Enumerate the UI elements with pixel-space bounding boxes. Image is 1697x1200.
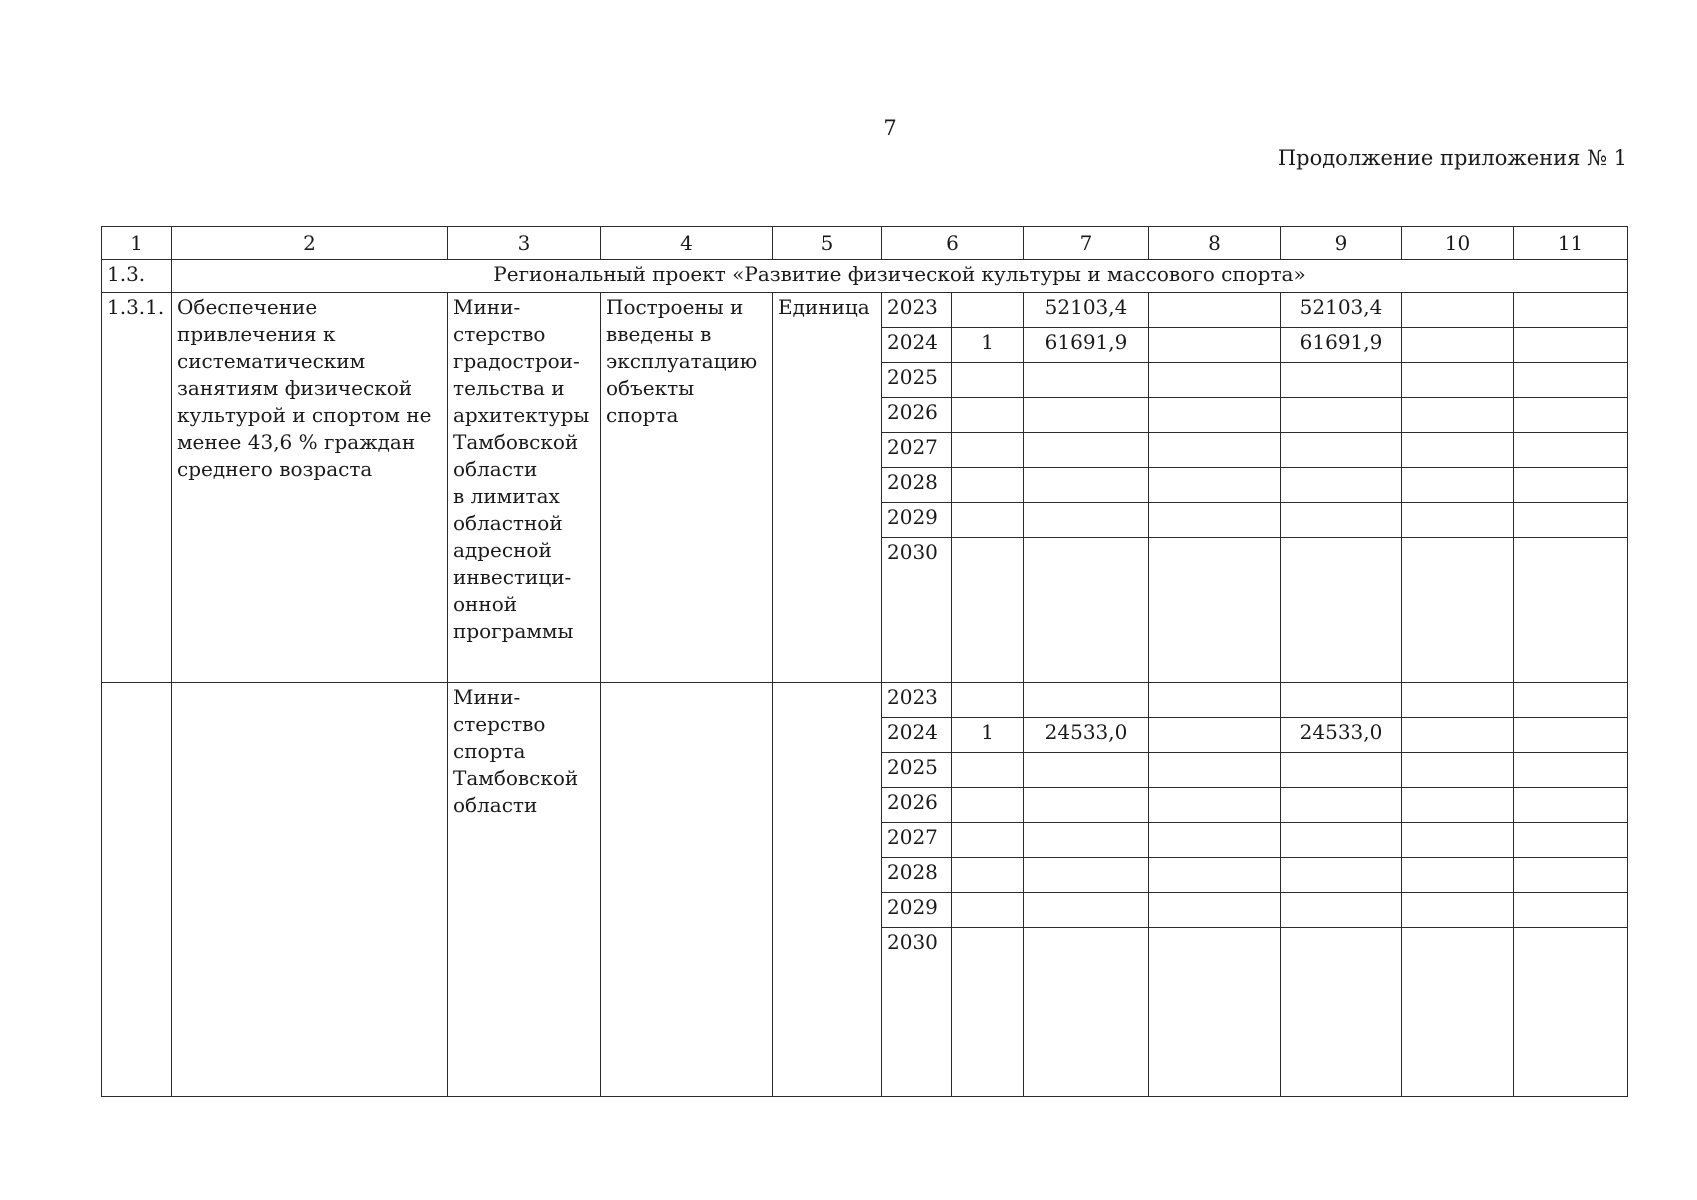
value-cell	[1149, 893, 1281, 928]
year-cell: 2027	[882, 433, 952, 468]
executor-line: областной	[453, 511, 563, 535]
value-cell	[952, 538, 1024, 683]
executor	[448, 293, 601, 683]
value-cell	[1149, 788, 1281, 823]
header-cell: 5	[773, 227, 882, 260]
value-cell	[1281, 823, 1402, 858]
executor-line: стерство	[453, 712, 546, 736]
executor-line: онной	[453, 592, 518, 616]
value-cell	[1024, 893, 1149, 928]
value-cell	[1402, 398, 1514, 433]
value-cell	[1514, 718, 1628, 753]
value-cell	[1024, 503, 1149, 538]
executor-line: градострои-	[453, 349, 580, 373]
year-cell: 2029	[882, 893, 952, 928]
value-cell	[1514, 363, 1628, 398]
value-cell	[1281, 398, 1402, 433]
value-cell	[952, 788, 1024, 823]
section-row	[102, 260, 1628, 293]
value-cell	[1281, 753, 1402, 788]
value-cell	[1402, 893, 1514, 928]
header-cell: 3	[448, 227, 601, 260]
value-cell	[952, 398, 1024, 433]
value-cell: 1	[952, 328, 1024, 363]
header-cell: 8	[1149, 227, 1281, 260]
value-cell	[1514, 468, 1628, 503]
value-cell	[1514, 893, 1628, 928]
value-cell	[952, 503, 1024, 538]
value-cell	[1149, 328, 1281, 363]
value-cell	[952, 893, 1024, 928]
header-cell: 11	[1514, 227, 1628, 260]
value-cell	[1024, 433, 1149, 468]
value-cell	[1402, 503, 1514, 538]
value-cell	[952, 433, 1024, 468]
item-code	[102, 683, 172, 1097]
value-cell	[1402, 328, 1514, 363]
section-code: 1.3.	[102, 260, 172, 293]
value-cell	[1281, 433, 1402, 468]
executor	[448, 683, 601, 1097]
value-cell	[1024, 928, 1149, 1097]
value-cell	[1149, 858, 1281, 893]
value-cell: 1	[952, 718, 1024, 753]
item-result: Построены и введены в эксплуатацию объекты спорта	[601, 293, 773, 683]
executor-line: тельства и	[453, 376, 565, 400]
value-cell	[1402, 433, 1514, 468]
value-cell	[1024, 468, 1149, 503]
value-cell	[1402, 823, 1514, 858]
value-cell	[1149, 503, 1281, 538]
value-cell	[1149, 293, 1281, 328]
value-cell	[1281, 928, 1402, 1097]
value-cell	[1149, 433, 1281, 468]
year-cell: 2024	[882, 328, 952, 363]
value-cell	[1024, 538, 1149, 683]
value-cell	[1149, 683, 1281, 718]
year-cell: 2026	[882, 788, 952, 823]
value-cell	[1514, 433, 1628, 468]
executor-line: в лимитах	[453, 484, 560, 508]
appendix-table	[101, 226, 1628, 1097]
value-cell: 24533,0	[1024, 718, 1149, 753]
value-cell	[1149, 398, 1281, 433]
item-unit: Единица	[773, 293, 882, 683]
year-cell: 2029	[882, 503, 952, 538]
value-cell	[1024, 363, 1149, 398]
value-cell: 52103,4	[1024, 293, 1149, 328]
value-cell	[1514, 823, 1628, 858]
value-cell	[1024, 398, 1149, 433]
year-cell: 2030	[882, 538, 952, 683]
value-cell	[1402, 928, 1514, 1097]
value-cell	[1514, 538, 1628, 683]
value-cell: 24533,0	[1281, 718, 1402, 753]
header-cell: 7	[1024, 227, 1149, 260]
value-cell	[1514, 788, 1628, 823]
value-cell	[1402, 788, 1514, 823]
year-cell: 2023	[882, 293, 952, 328]
value-cell	[1149, 363, 1281, 398]
value-cell: 61691,9	[1024, 328, 1149, 363]
value-cell	[1402, 683, 1514, 718]
executor-line: архитектуры	[453, 403, 590, 427]
value-cell	[1402, 753, 1514, 788]
year-cell: 2024	[882, 718, 952, 753]
header-cell: 4	[601, 227, 773, 260]
value-cell	[1514, 293, 1628, 328]
item-code: 1.3.1.	[102, 293, 172, 683]
year-cell: 2023	[882, 683, 952, 718]
value-cell	[1402, 468, 1514, 503]
value-cell	[1149, 468, 1281, 503]
header-cell: 9	[1281, 227, 1402, 260]
executor-line: адресной	[453, 538, 552, 562]
section-title: Региональный проект «Развитие физической культуры и массового спорта»	[172, 260, 1628, 293]
value-cell: 52103,4	[1281, 293, 1402, 328]
executor-line: Тамбовской	[453, 766, 579, 790]
value-cell	[1149, 753, 1281, 788]
year-cell: 2028	[882, 858, 952, 893]
value-cell	[1281, 788, 1402, 823]
executor-line: инвестици-	[453, 565, 572, 589]
page-number: 7	[883, 116, 897, 140]
value-cell	[1514, 858, 1628, 893]
value-cell	[1281, 503, 1402, 538]
year-cell: 2025	[882, 363, 952, 398]
value-cell	[1281, 893, 1402, 928]
value-cell	[1514, 683, 1628, 718]
value-cell	[1024, 858, 1149, 893]
value-cell	[1149, 718, 1281, 753]
value-cell	[1281, 683, 1402, 718]
value-cell	[1281, 468, 1402, 503]
value-cell	[1281, 858, 1402, 893]
value-cell	[952, 683, 1024, 718]
value-cell	[952, 823, 1024, 858]
executor-line: Мини-	[453, 685, 521, 709]
value-cell	[1024, 823, 1149, 858]
executor-line: области	[453, 457, 538, 481]
executor-line: программы	[453, 619, 574, 643]
value-cell	[1281, 363, 1402, 398]
value-cell	[952, 363, 1024, 398]
value-cell	[1024, 753, 1149, 788]
year-cell: 2026	[882, 398, 952, 433]
value-cell	[1402, 538, 1514, 683]
value-cell	[1402, 363, 1514, 398]
header-cell: 1	[102, 227, 172, 260]
value-cell	[1281, 538, 1402, 683]
year-cell: 2027	[882, 823, 952, 858]
value-cell	[952, 753, 1024, 788]
value-cell	[1402, 718, 1514, 753]
year-cell: 2025	[882, 753, 952, 788]
appendix-continuation-label: Продолжение приложения № 1	[1277, 146, 1627, 170]
header-cell: 6	[882, 227, 1024, 260]
value-cell	[1514, 753, 1628, 788]
executor-line: Мини-	[453, 295, 521, 319]
value-cell	[1024, 788, 1149, 823]
executor-line: Тамбовской	[453, 430, 579, 454]
value-cell	[1514, 503, 1628, 538]
item-result	[601, 683, 773, 1097]
value-cell	[1514, 328, 1628, 363]
value-cell	[952, 468, 1024, 503]
table-row	[102, 683, 1628, 718]
year-cell: 2030	[882, 928, 952, 1097]
value-cell	[952, 928, 1024, 1097]
value-cell	[952, 858, 1024, 893]
executor-line: спорта	[453, 739, 526, 763]
value-cell	[1149, 928, 1281, 1097]
value-cell	[1149, 538, 1281, 683]
item-description: Обеспечение привлечения к систематическим занятиям физической культурой и спортом не менее 43,6 % граждан среднего возраста	[172, 293, 448, 683]
header-cell: 10	[1402, 227, 1514, 260]
executor-line: области	[453, 793, 538, 817]
column-number-row	[102, 227, 1628, 260]
value-cell	[1514, 398, 1628, 433]
table-row	[102, 293, 1628, 328]
value-cell	[1514, 928, 1628, 1097]
value-cell	[1402, 293, 1514, 328]
value-cell	[952, 293, 1024, 328]
value-cell	[1024, 683, 1149, 718]
value-cell: 61691,9	[1281, 328, 1402, 363]
item-unit	[773, 683, 882, 1097]
year-cell: 2028	[882, 468, 952, 503]
value-cell	[1149, 823, 1281, 858]
executor-line: стерство	[453, 322, 546, 346]
value-cell	[1402, 858, 1514, 893]
item-description	[172, 683, 448, 1097]
header-cell: 2	[172, 227, 448, 260]
